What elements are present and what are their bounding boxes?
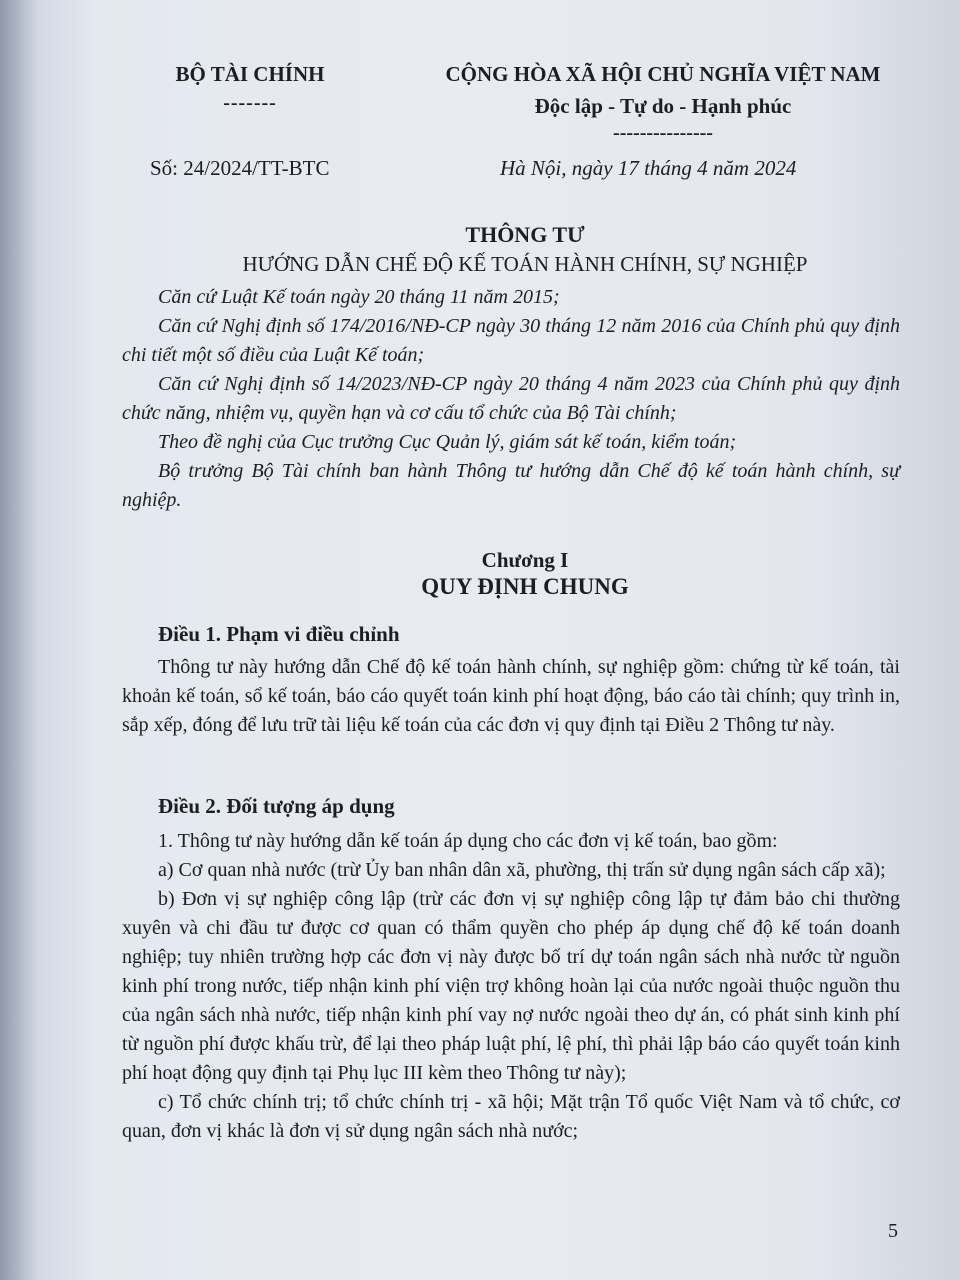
preamble xyxy=(122,283,900,515)
point-c: c) Tổ chức chính trị; tổ chức chính trị - xã hội; Mặt trận Tổ quốc Việt Nam và tổ chức, cơ quan, đơn vị khác là đơn vị sử dụng ngân sách nhà nước; xyxy=(122,1091,900,1142)
preamble-line: Căn cứ Nghị định số 14/2023/NĐ-CP ngày 20 tháng 4 năm 2023 của Chính phủ quy định chức năng, nhiệm vụ, quyền hạn và cơ cấu tổ chức của Bộ Tài chính; xyxy=(122,373,900,424)
ministry-rule: ------- xyxy=(223,92,277,114)
article-1-text xyxy=(122,653,900,740)
article-2-text xyxy=(122,827,900,1146)
point-b: b) Đơn vị sự nghiệp công lập (trừ các đơn vị sự nghiệp công lập tự đảm bảo chi thường xuyên và chi đầu tư được cơ quan có thẩm quyền cho phép áp dụng chế độ kế toán doanh nghiệp; tuy nhiên trường hợp các đơn vị này được bố trí dự toán ngân sách nhà nước từ nguồn kinh phí trong nước, tiếp nhận kinh phí viện trợ không hoàn lại của nước ngoài thuộc nguồn thu của ngân sách nhà nước, tiếp nhận kinh phí vay nợ nước ngoài theo dự án, có phát sinh kinh phí từ nguồn phí được khấu trừ, để lại theo pháp luật phí, lệ phí, thì phải lập báo cáo quyết toán kinh phí hoạt động quy định tại Phụ lục III kèm theo Thông tư này); xyxy=(122,888,900,1084)
preamble-line: Căn cứ Luật Kế toán ngày 20 tháng 11 năm 2015; xyxy=(158,286,560,308)
page-number: 5 xyxy=(888,1220,898,1242)
document-number: Số: 24/2024/TT-BTC xyxy=(150,156,330,180)
article-1-paragraph: Thông tư này hướng dẫn Chế độ kế toán hành chính, sự nghiệp gồm: chứng từ kế toán, tài khoản kế toán, sổ kế toán, báo cáo quyết toán kinh phí hoạt động, báo cáo tài chính; quy trình in, sắp xếp, đóng để lưu trữ tài liệu kế toán của các đơn vị quy định tại Điều 2 Thông tư này. xyxy=(122,656,900,736)
preamble-line: Theo đề nghị của Cục trưởng Cục Quản lý, giám sát kế toán, kiểm toán; xyxy=(158,431,737,453)
article-1-heading: Điều 1. Phạm vi điều chỉnh xyxy=(158,622,400,646)
document-type: THÔNG TƯ xyxy=(465,222,585,247)
preamble-line: Căn cứ Nghị định số 174/2016/NĐ-CP ngày 30 tháng 12 năm 2016 của Chính phủ quy định chi tiết một số điều của Luật Kế toán; xyxy=(122,315,900,366)
point-a: a) Cơ quan nhà nước (trừ Ủy ban nhân dân xã, phường, thị trấn sử dụng ngân sách cấp xã); xyxy=(158,859,886,881)
preamble-line: Bộ trưởng Bộ Tài chính ban hành Thông tư hướng dẫn Chế độ kế toán hành chính, sự nghiệp. xyxy=(122,460,900,511)
place-date: Hà Nội, ngày 17 tháng 4 năm 2024 xyxy=(500,156,797,180)
motto-rule: --------------- xyxy=(613,122,713,144)
chapter-title: QUY ĐỊNH CHUNG xyxy=(421,574,629,599)
document-subject: HƯỚNG DẪN CHẾ ĐỘ KẾ TOÁN HÀNH CHÍNH, SỰ NGHIỆP xyxy=(242,252,808,276)
country-name: CỘNG HÒA XÃ HỘI CHỦ NGHĨA VIỆT NAM xyxy=(445,62,881,86)
national-motto: Độc lập - Tự do - Hạnh phúc xyxy=(534,94,792,118)
ministry-name: BỘ TÀI CHÍNH xyxy=(175,62,325,86)
clause-1: 1. Thông tư này hướng dẫn kế toán áp dụng cho các đơn vị kế toán, bao gồm: xyxy=(158,830,778,852)
article-2-heading: Điều 2. Đối tượng áp dụng xyxy=(158,794,395,818)
chapter-number: Chương I xyxy=(481,548,569,572)
